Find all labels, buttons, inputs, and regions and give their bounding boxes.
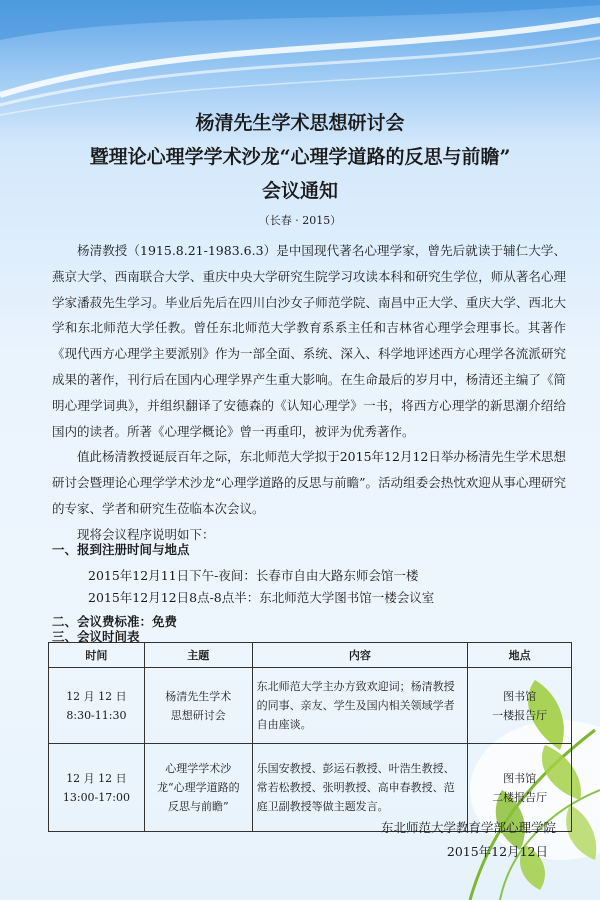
row-1-time: 12 月 12 日 8:30-11:30 <box>49 668 145 744</box>
row-1-content: 东北师范大学主办方致欢迎词；杨清教授的同事、亲友、学生及国内相关领域学者自由座谈。 <box>252 668 468 744</box>
subtitle-location-year: （长春 · 2015） <box>258 214 342 227</box>
header-content: 内容 <box>252 643 468 668</box>
section-3-heading: 三、会议时间表 <box>52 629 140 644</box>
title-line-3: 会议通知 <box>261 180 338 202</box>
intro-text <box>52 238 566 548</box>
schedule-header-row <box>49 643 572 668</box>
section-2-heading: 二、会议费标准：免费 <box>52 614 178 629</box>
row-2-topic: 心理学学术沙 龙“心理学道路的 反思与前瞻” <box>144 744 252 832</box>
table-row <box>49 668 572 744</box>
row-1-place: 图书馆 一楼报告厅 <box>468 668 572 744</box>
title-line-2: 暨理论心理学学术沙龙“心理学道路的反思与前瞻” <box>89 146 511 168</box>
header-place: 地点 <box>468 643 572 668</box>
intro-paragraph-1: 杨清教授（1915.8.21-1983.6.3）是中国现代著名心理学家，曾先后就读于辅仁大学、燕京大学、西南联合大学、重庆中央大学研究生院学习攻读本科和研究生学位，师从著名心理学家潘菽先生学习。毕业后先后在四川白沙女子师范学院、南昌中正大学、重庆大学、西北大学和东北师范大学任教。曾任东北师范大学教育系系主任和吉林省心理学会理事长。其著作《现代西方心理学主要派别》作为一部全面、系统、深入、科学地评述西方心理学各流派研究成果的著作，刊行后在国内心理学界产生重大影响。在生命最后的岁月中，杨清还主编了《简明心理学词典》，并组织翻译了安德森的《认知心理学》一书，将西方心理学的新思潮介绍给国内的读者。所著《心理学概论》曾一再重印，被评为优秀著作。 <box>52 243 566 439</box>
title-line-1: 杨清先生学术思想研讨会 <box>195 112 405 134</box>
registration-line-2: 2015年12月12日8点-8点半：东北师范大学图书馆一楼会议室 <box>88 590 435 605</box>
intro-paragraph-2: 值此杨清教授诞辰百年之际，东北师范大学拟于2015年12月12日举办杨清先生学术思想研讨会暨理论心理学学术沙龙“心理学道路的反思与前瞻”。活动组委会热忱欢迎从事心理研究的专家、学者和研究生莅临本次会议。 <box>52 449 566 516</box>
intro-paragraph-3: 现将会议程序说明如下： <box>77 526 215 542</box>
row-2-time: 12 月 12 日 13:00-17:00 <box>49 744 145 832</box>
signature-date: 2015年12月12日 <box>446 844 548 859</box>
header-topic: 主题 <box>144 643 252 668</box>
row-2-place: 图书馆 二楼报告厅 <box>468 744 572 832</box>
schedule-table <box>48 642 572 832</box>
section-1-heading: 一、报到注册时间与地点 <box>52 542 190 557</box>
header-time: 时间 <box>49 643 145 668</box>
registration-line-1: 2015年12月11日下午-夜间：长春市自由大路东师会馆一楼 <box>88 568 419 583</box>
row-1-topic: 杨清先生学术 思想研讨会 <box>144 668 252 744</box>
row-2-content: 乐国安教授、彭运石教授、叶浩生教授、常若松教授、张明教授、高申春教授、范庭卫副教授等做主题发言。 <box>252 744 468 832</box>
signature-organization: 东北师范大学教育学部心理学院 <box>380 820 556 835</box>
